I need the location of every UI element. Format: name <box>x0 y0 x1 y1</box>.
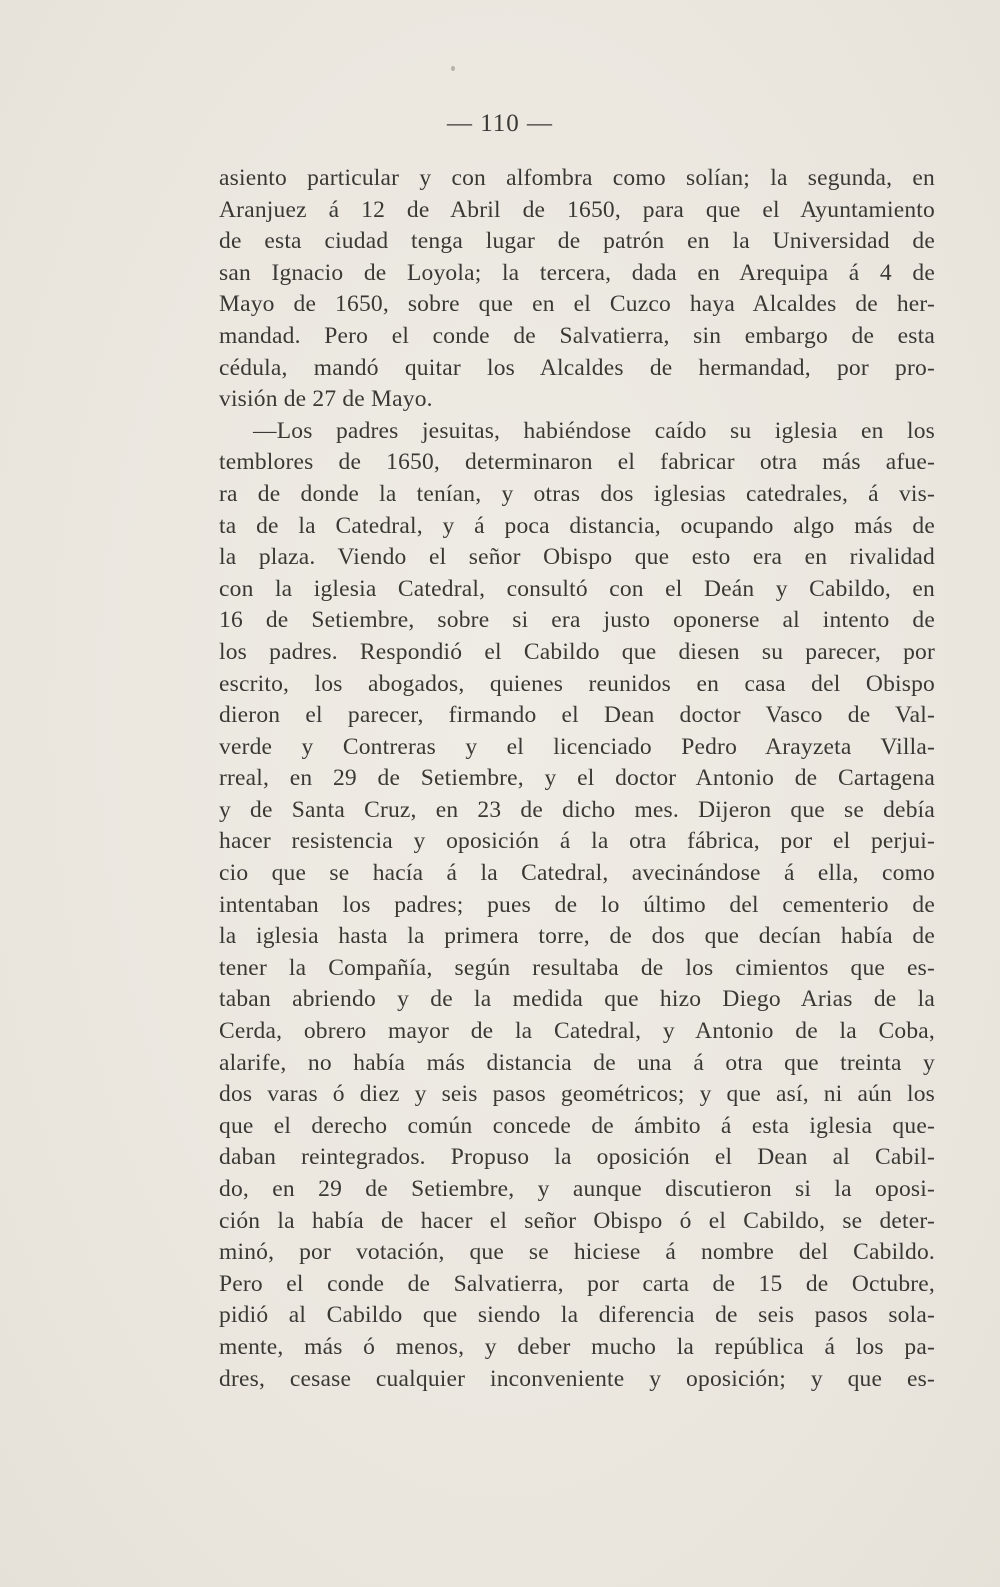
text-line: Aranjuez á 12 de Abril de 1650, para que el Ayuntamiento <box>219 196 935 223</box>
text-line: escrito, los abogados, quienes reunidos en casa del Obispo <box>219 670 935 697</box>
paper-speck <box>451 66 455 71</box>
page-number: — 110 — <box>446 110 554 137</box>
text-line: de esta ciudad tenga lugar de patrón en la Universidad de <box>219 228 935 255</box>
text-line: la plaza. Viendo el señor Obispo que esto era en rivalidad <box>219 544 935 571</box>
text-line: mandad. Pero el conde de Salvatierra, sin embargo de esta <box>219 322 935 349</box>
text-line: pidió al Cabildo que siendo la diferencia de seis pasos sola- <box>219 1302 935 1329</box>
text-line: y de Santa Cruz, en 23 de dicho mes. Dijeron que se debía <box>219 796 935 823</box>
text-line: ción la había de hacer el señor Obispo ó el Cabildo, se deter- <box>219 1207 935 1234</box>
text-line: san Ignacio de Loyola; la tercera, dada en Arequipa á 4 de <box>219 259 935 286</box>
text-line: asiento particular y con alfombra como solían; la segunda, en <box>219 165 935 191</box>
text-line: ta de la Catedral, y á poca distancia, ocupando algo más de <box>219 512 935 539</box>
text-line: cio que se hacía á la Catedral, avecinándose á ella, como <box>219 860 935 887</box>
text-line: dres, cesase cualquier inconveniente y oposición; y que es- <box>219 1365 935 1392</box>
text-line: —Los padres jesuitas, habiéndose caído su iglesia en los <box>253 417 935 444</box>
text-line: minó, por votación, que se hiciese á nombre del Cabildo. <box>219 1239 935 1266</box>
text-line: alarife, no había más distancia de una á otra que treinta y <box>219 1049 935 1076</box>
text-line: tener la Compañía, según resultaba de los cimientos que es- <box>219 954 935 981</box>
text-line: dos varas ó diez y seis pasos geométricos; y que así, ni aún los <box>219 1081 935 1108</box>
text-line: temblores de 1650, determinaron el fabricar otra más afue- <box>219 449 935 476</box>
text-line: cédula, mandó quitar los Alcaldes de hermandad, por pro- <box>219 354 935 381</box>
text-line: ra de donde la tenían, y otras dos iglesias catedrales, á vis- <box>219 480 935 507</box>
text-line: taban abriendo y de la medida que hizo Diego Arias de la <box>219 986 935 1013</box>
text-line: daban reintegrados. Propuso la oposición el Dean al Cabil- <box>219 1144 935 1171</box>
text-line: la iglesia hasta la primera torre, de dos que decían había de <box>219 923 935 950</box>
text-line: dieron el parecer, firmando el Dean doctor Vasco de Val- <box>219 702 935 729</box>
text-line: Mayo de 1650, sobre que en el Cuzco haya Alcaldes de her- <box>219 291 935 318</box>
body-text <box>219 163 935 1395</box>
text-line: con la iglesia Catedral, consultó con el Deán y Cabildo, en <box>219 575 935 602</box>
text-line: intentaban los padres; pues de lo último del cementerio de <box>219 891 935 918</box>
text-line: 16 de Setiembre, sobre si era justo oponerse al intento de <box>219 607 935 634</box>
text-line: los padres. Respondió el Cabildo que diesen su parecer, por <box>219 638 935 665</box>
text-line: rreal, en 29 de Setiembre, y el doctor Antonio de Cartagena <box>219 765 935 792</box>
text-line: mente, más ó menos, y deber mucho la república á los pa- <box>219 1333 935 1360</box>
text-line: que el derecho común concede de ámbito á esta iglesia que- <box>219 1112 935 1139</box>
text-line: do, en 29 de Setiembre, y aunque discutieron si la oposi- <box>219 1176 935 1202</box>
text-line: visión de 27 de Mayo. <box>219 386 433 413</box>
text-line: Cerda, obrero mayor de la Catedral, y Antonio de la Coba, <box>219 1018 935 1045</box>
text-line: verde y Contreras y el licenciado Pedro Arayzeta Villa- <box>219 733 935 760</box>
text-line: hacer resistencia y oposición á la otra fábrica, por el perjui- <box>219 828 935 855</box>
text-line: Pero el conde de Salvatierra, por carta de 15 de Octubre, <box>219 1270 935 1297</box>
